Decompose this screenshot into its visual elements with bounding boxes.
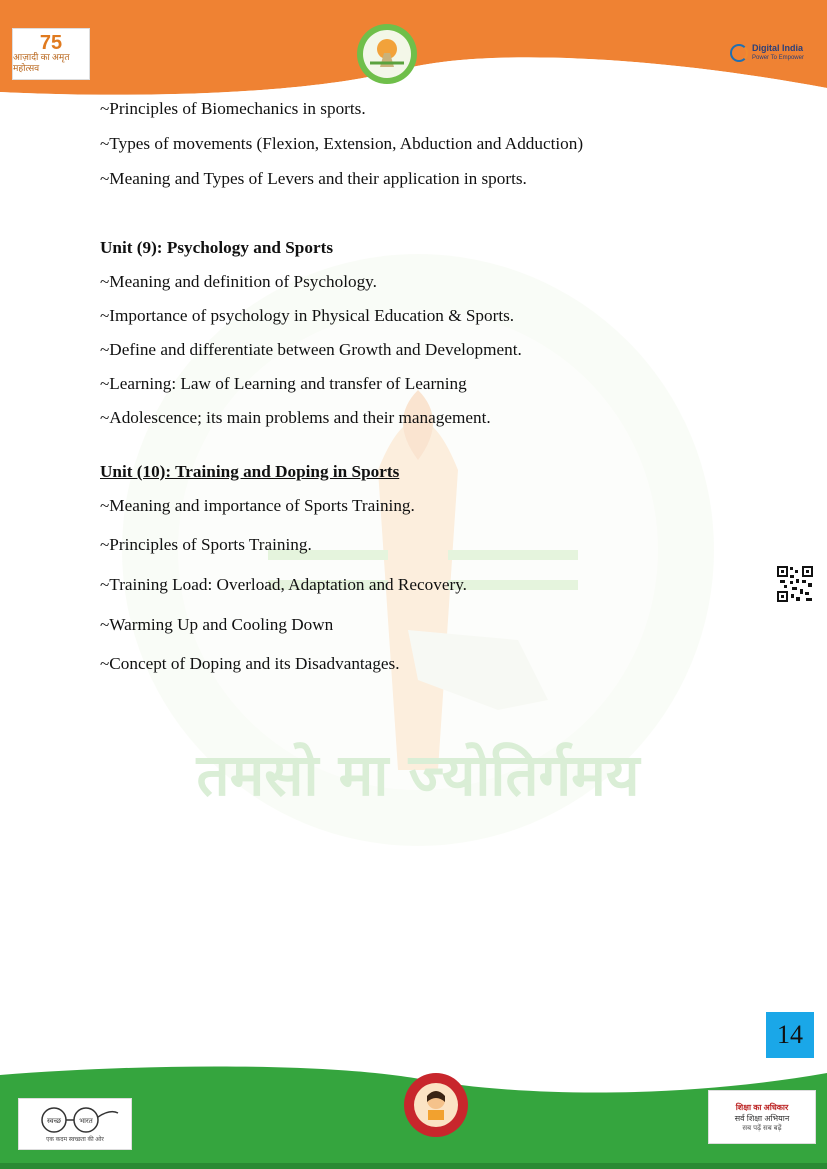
azadi-logo-text: आज़ादी का अमृत महोत्सव [13, 52, 70, 73]
board-emblem-logo [356, 23, 418, 85]
shiksha-ka-adhikar-logo [708, 1090, 816, 1144]
azadi-ka-amrit-mahotsav-logo [12, 28, 90, 80]
watermark-motto: तमसो मा ज्योतिर्गमय [196, 741, 640, 809]
shiksha-logo-line2: सर्व शिक्षा अभियान [734, 1113, 790, 1123]
list-item: ~Meaning and Types of Levers and their application in sports. [100, 169, 527, 188]
list-item: ~Define and differentiate between Growth and Development. [100, 340, 522, 359]
shiksha-logo-line3: सब पढ़ें सब बढ़ें [742, 1124, 782, 1132]
digital-india-text: Digital India [752, 43, 804, 53]
digital-india-icon [730, 44, 748, 62]
list-item: ~Meaning and definition of Psychology. [100, 272, 377, 291]
list-item: ~Types of movements (Flexion, Extension, Abduction and Adduction) [100, 134, 584, 153]
azadi-logo-number: 75 [39, 32, 63, 54]
swachh-bharat-logo [18, 1098, 132, 1150]
digital-india-tagline: Power To Empower [752, 55, 804, 61]
list-item: ~Meaning and importance of Sports Training. [100, 496, 415, 515]
list-item: ~Training Load: Overload, Adaptation and Recovery. [100, 575, 467, 594]
swachh-word: स्वच्छ [46, 1117, 62, 1125]
qr-code[interactable] [776, 565, 814, 603]
digital-india-logo [730, 38, 804, 68]
list-item: ~Warming Up and Cooling Down [100, 615, 334, 634]
bharat-word: भारत [79, 1117, 93, 1125]
list-item: ~Principles of Biomechanics in sports. [100, 99, 366, 118]
glasses-icon [30, 1105, 120, 1135]
list-item: ~Concept of Doping and its Disadvantages. [100, 654, 400, 673]
unit-9-heading: Unit (9): Psychology and Sports [100, 238, 334, 257]
shiksha-logo-title: शिक्षा का अधिकार [735, 1102, 789, 1112]
list-item: ~Importance of psychology in Physical Education & Sports. [100, 306, 515, 325]
list-item: ~Principles of Sports Training. [100, 535, 312, 554]
swachh-bharat-caption: एक कदम स्वच्छता की ओर [46, 1137, 104, 1143]
page-number: 14 [766, 1012, 814, 1058]
list-item: ~Learning: Law of Learning and transfer of Learning [100, 374, 467, 393]
list-item: ~Adolescence; its main problems and their management. [100, 408, 491, 427]
beti-bachao-logo [403, 1072, 469, 1138]
unit-10-heading: Unit (10): Training and Doping in Sports [100, 462, 400, 481]
